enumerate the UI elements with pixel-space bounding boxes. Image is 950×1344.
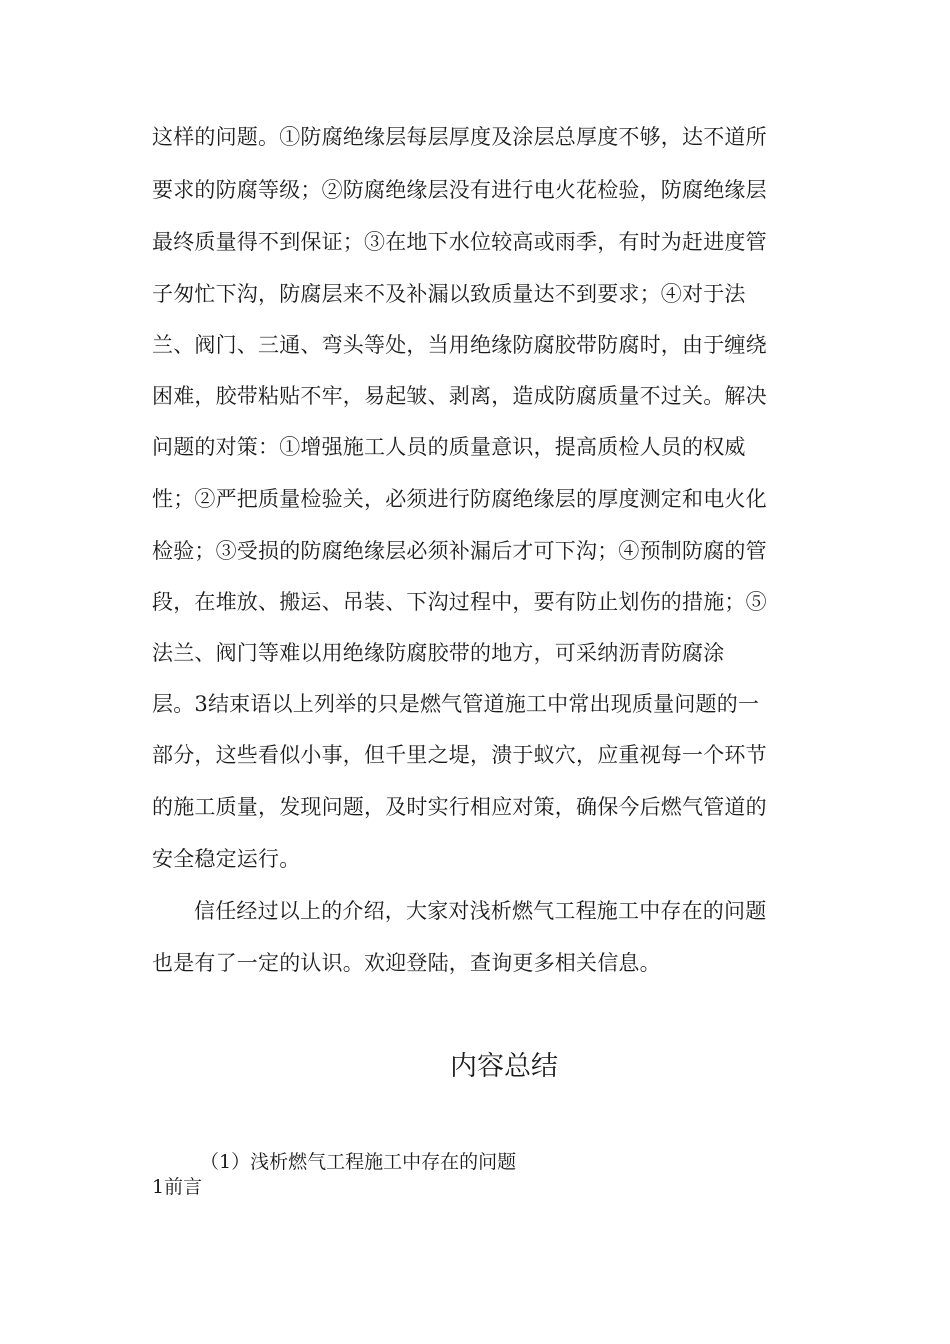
body-line: 子匆忙下沟，防腐层来不及补漏以致质量达不到要求；④对于法: [152, 282, 746, 306]
body-line: 要求的防腐等级；②防腐绝缘层没有进行电火花检验，防腐绝缘层: [152, 178, 767, 202]
closing-line: 信任经过以上的介绍，大家对浅析燃气工程施工中存在的问题: [194, 899, 767, 923]
body-line: 部分，这些看似小事，但千里之堤，溃于蚁穴，应重视每一个环节: [152, 743, 767, 767]
body-line: 法兰、阀门等难以用绝缘防腐胶带的地方，可采纳沥青防腐涂: [152, 641, 725, 665]
body-line: 兰、阀门、三通、弯头等处，当用绝缘防腐胶带防腐时，由于缠绕: [152, 333, 767, 357]
closing-line: 也是有了一定的认识。欢迎登陆，查询更多相关信息。: [152, 951, 661, 975]
body-line: 段，在堆放、搬运、吊装、下沟过程中，要有防止划伤的措施；⑤: [152, 590, 767, 614]
body-line: 性；②严把质量检验关，必须进行防腐绝缘层的厚度测定和电火化: [152, 487, 767, 511]
body-line: 困难，胶带粘贴不牢，易起皱、剥离，造成防腐质量不过关。解决: [152, 384, 767, 408]
summary-title: 内容总结: [450, 1051, 558, 1082]
body-line: 层。3结束语以上列举的只是燃气管道施工中常出现质量问题的一: [152, 692, 760, 716]
summary-subitem: 1前言: [152, 1176, 203, 1198]
body-line: 的施工质量，发现问题，及时实行相应对策，确保今后燃气管道的: [152, 795, 767, 819]
body-line: 问题的对策：①增强施工人员的质量意识，提高质检人员的权威: [152, 435, 746, 459]
body-line: 检验；③受损的防腐绝缘层必须补漏后才可下沟；④预制防腐的管: [152, 539, 767, 563]
body-line: 安全稳定运行。: [152, 847, 301, 871]
body-line: 最终质量得不到保证；③在地下水位较高或雨季，有时为赶进度管: [152, 230, 767, 254]
summary-item: （1）浅析燃气工程施工中存在的问题: [200, 1151, 517, 1173]
body-line: 这样的问题。①防腐绝缘层每层厚度及涂层总厚度不够，达不道所: [152, 125, 767, 149]
